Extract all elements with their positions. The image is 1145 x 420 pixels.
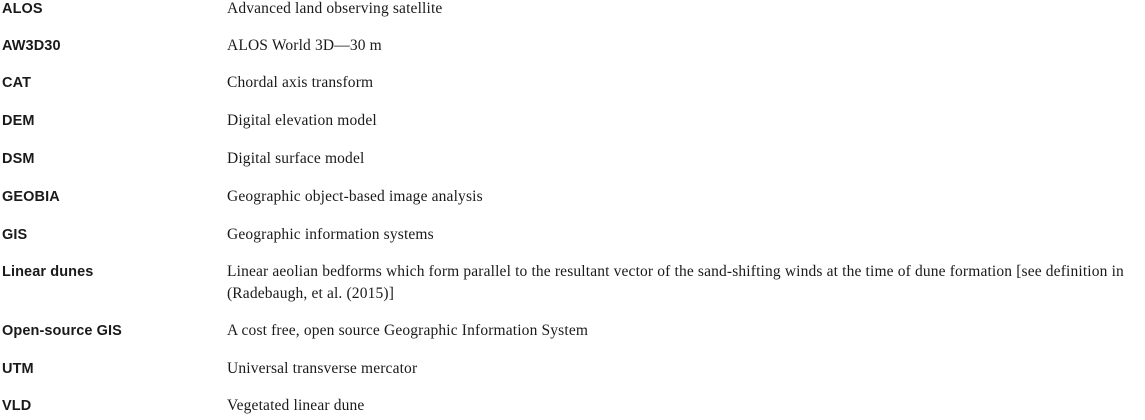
glossary-definition: Advanced land observing satellite	[227, 0, 443, 17]
glossary-term: ALOS	[2, 1, 43, 17]
glossary-term: DSM	[2, 151, 35, 167]
glossary-term: GIS	[2, 227, 28, 243]
glossary-term: DEM	[2, 113, 35, 129]
glossary-term: UTM	[2, 361, 34, 377]
glossary-definition: A cost free, open source Geographic Information System	[227, 322, 589, 339]
glossary-definition: Digital elevation model	[227, 112, 377, 129]
glossary-term: CAT	[2, 75, 32, 91]
glossary-term: GEOBIA	[2, 189, 60, 205]
glossary-term: AW3D30	[2, 38, 61, 54]
glossary-term: Open-source GIS	[2, 323, 122, 339]
glossary-definition: Chordal axis transform	[227, 74, 374, 91]
glossary-definition: Linear aeolian bedforms which form parallel to the resultant vector of the sand-shifting winds at the time of dune formation [see definition in (Radebaugh, et al. (2015)]	[227, 263, 1124, 302]
glossary-definition: Vegetated linear dune	[227, 397, 365, 414]
glossary-definition: Digital surface model	[227, 150, 365, 167]
glossary-definition: ALOS World 3D—30 m	[227, 37, 382, 54]
glossary-definition: Geographic information systems	[227, 226, 434, 243]
glossary-term: VLD	[2, 398, 32, 414]
glossary-term: Linear dunes	[2, 264, 94, 280]
glossary-definition: Geographic object-based image analysis	[227, 188, 483, 205]
glossary-definition: Universal transverse mercator	[227, 360, 418, 377]
